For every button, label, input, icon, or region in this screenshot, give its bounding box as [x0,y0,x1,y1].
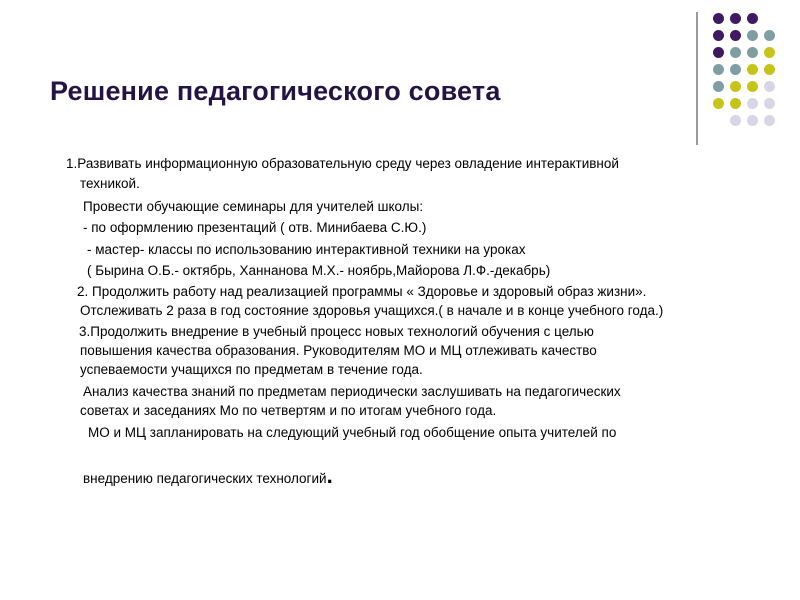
text-line: МО и МЦ запланировать на следующий учебный год обобщение опыта учителей по [88,425,617,440]
decor-dot [730,98,741,109]
text-line: советах и заседаниях Мо по четвертям и по итогам учебного года. [80,403,497,418]
decor-dot [713,81,724,92]
text-line: техникой. [80,176,140,191]
decor-dot-grid [0,0,800,150]
slide-title: Решение педагогического совета [50,76,501,106]
text-line-final-text: внедрению педагогических технологий [83,471,327,486]
decor-dot [747,98,758,109]
decor-dot [713,98,724,109]
decor-dot [764,98,775,109]
text-line: 2. Продолжить работу над реализацией программы « Здоровье и здоровый образ жизни». [77,284,647,299]
decor-dot [730,115,741,126]
decor-dot [764,47,775,58]
decor-dot [747,81,758,92]
text-line: Анализ качества знаний по предметам периодически заслушивать на педагогических [83,384,621,399]
text-line: - мастер- классы по использованию интерактивной техники на уроках [87,242,526,257]
decor-dot [747,115,758,126]
decor-dot [764,30,775,41]
decor-dot [747,13,758,24]
text-line: ( Бырина О.Б.- октябрь, Ханнанова М.Х.- ноябрь,Майорова Л.Ф.-декабрь) [87,263,551,278]
decor-dot [730,81,741,92]
decor-dot [713,30,724,41]
decor-dot [730,13,741,24]
decor-dot [713,64,724,75]
text-line: 1.Развивать информационную образовательную среду через овладение интерактивной [66,156,619,171]
decor-dot [764,115,775,126]
decor-dot [747,47,758,58]
decor-dot [764,81,775,92]
decor-dot [713,13,724,24]
decor-dot [713,47,724,58]
decor-dot [730,64,741,75]
text-line: 3.Продолжить внедрение в учебный процесс новых технологий обучения с целью [79,324,594,339]
decor-dot [730,30,741,41]
final-period: . [326,463,333,488]
text-line-final [83,465,333,487]
text-line: - по оформлению презентаций ( отв. Минибаева С.Ю.) [83,220,427,235]
decor-dot [747,64,758,75]
decor-dot [764,64,775,75]
text-line: успеваемости учащихся по предметам в течение года. [80,362,423,377]
decor-dot [747,30,758,41]
decor-dot [730,47,741,58]
text-line: Отслеживать 2 раза в год состояние здоровья учащихся.( в начале и в конце учебного года.) [80,303,664,318]
text-line: Провести обучающие семинары для учителей школы: [83,199,424,214]
text-line: повышения качества образования. Руководителям МО и МЦ отлеживать качество [80,343,597,358]
